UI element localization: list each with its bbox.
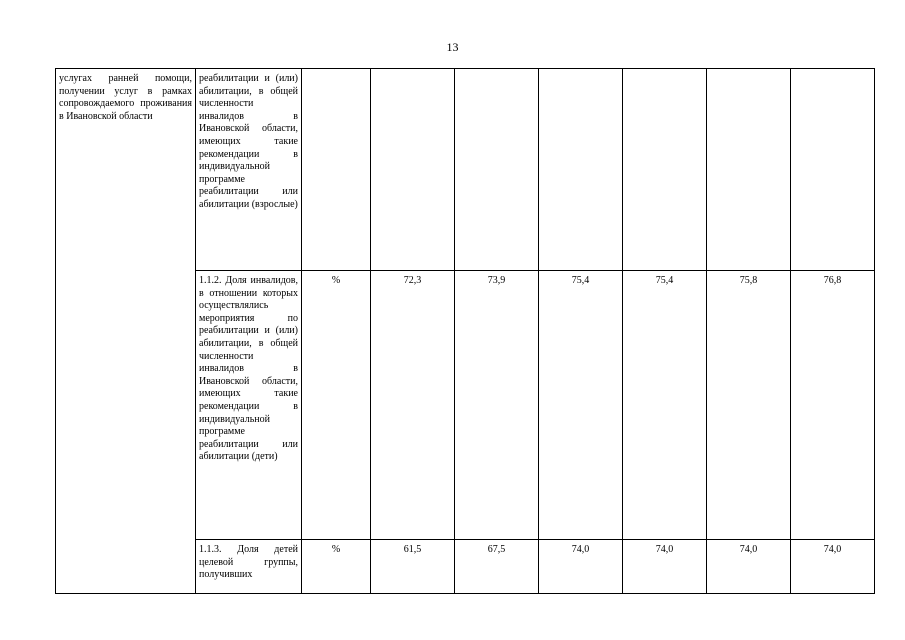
indicator-cell: 1.1.3. Доля детей целевой группы, получивших [196, 540, 302, 594]
value-cell [623, 69, 707, 271]
value-cell: 75,4 [623, 271, 707, 540]
value-cell [371, 69, 455, 271]
value-cell: 67,5 [455, 540, 539, 594]
value-cell: 75,8 [707, 271, 791, 540]
program-description-cell: услугах ранней помощи, получении услуг в рамках сопровождаемого проживания в Ивановской области [56, 69, 196, 594]
value-cell [791, 69, 875, 271]
value-cell [539, 69, 623, 271]
indicator-cell: 1.1.2. Доля инвалидов, в отношении которых осуществлялись мероприятия по реабилитации и (или) абилитации, в общей численности инвалидов в Ивановской области, имеющих такие рекомендации в индивидуальной программе реабилитации или абилитации (дети) [196, 271, 302, 540]
value-cell: 75,4 [539, 271, 623, 540]
value-cell: 74,0 [539, 540, 623, 594]
unit-cell [302, 69, 371, 271]
value-cell: 61,5 [371, 540, 455, 594]
value-cell: 74,0 [623, 540, 707, 594]
value-cell [455, 69, 539, 271]
indicators-table [55, 68, 875, 594]
value-cell: 76,8 [791, 271, 875, 540]
unit-cell: % [302, 540, 371, 594]
value-cell [707, 69, 791, 271]
indicator-cell: реабилитации и (или) абилитации, в общей численности инвалидов в Ивановской области, имеющих такие рекомендации в индивидуальной программе реабилитации или абилитации (взрослые) [196, 69, 302, 271]
page-number: 13 [446, 40, 459, 54]
value-cell: 74,0 [707, 540, 791, 594]
value-cell: 73,9 [455, 271, 539, 540]
value-cell: 72,3 [371, 271, 455, 540]
table-row [56, 69, 875, 271]
unit-cell: % [302, 271, 371, 540]
value-cell: 74,0 [791, 540, 875, 594]
